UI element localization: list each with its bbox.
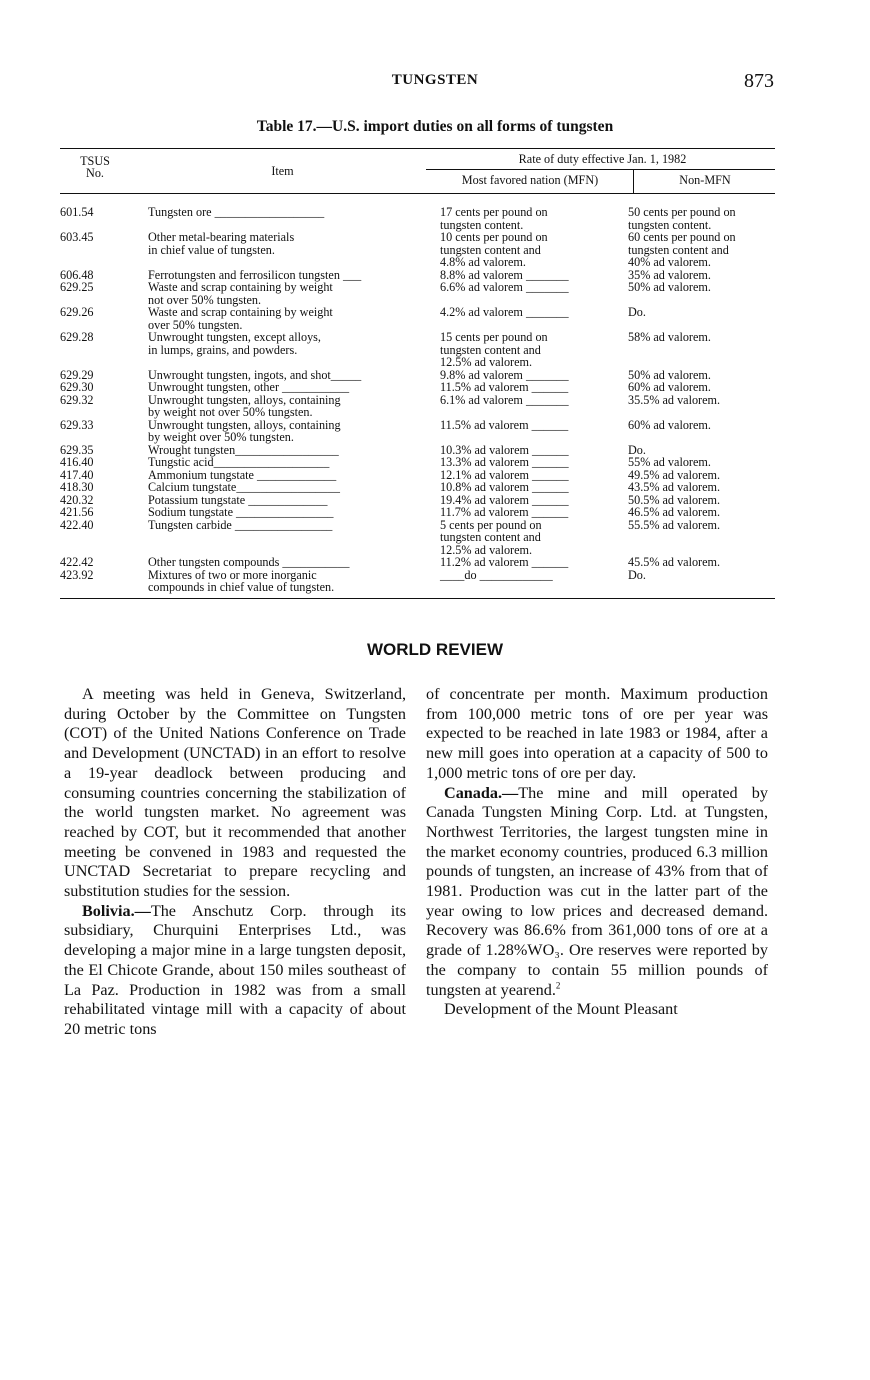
bolivia-text: The Anschutz Corp. through its subsidiary, Churquini Enterprises Ltd., was developing a major mine in a large tungsten deposit, the El Chicote Grande, about 150 miles southeast of La Paz. Production in 1982 was from a small rehabilitated vintage mill with a capacity of about 20 metric tons <box>64 901 406 1038</box>
table-row <box>60 231 775 269</box>
tsus-cell: 422.40 <box>60 517 94 532</box>
non-mfn-cell: 60% ad valorem. <box>628 380 711 394</box>
mfn-cell: 15 cents per pound on tungsten content and 12.5% ad valorem. <box>440 330 548 369</box>
table-row <box>60 394 775 419</box>
item-cell: Tungsten ore __________________ <box>148 205 325 219</box>
text-column-right <box>426 685 768 1020</box>
mfn-cell: 9.8% ad valorem _______ <box>440 367 569 382</box>
paragraph-bolivia <box>64 902 406 1040</box>
item-cell: Wrought tungsten_________________ <box>148 442 339 457</box>
header-item: Item <box>271 164 294 178</box>
item-cell: Unwrought tungsten, alloys, containing by weight not over 50% tungsten. <box>148 392 341 419</box>
item-cell: Unwrought tungsten, alloys, containing by weight over 50% tungsten. <box>148 417 341 444</box>
mfn-cell: 11.7% ad valorem ______ <box>440 505 569 519</box>
mfn-cell: 13.3% ad valorem ______ <box>440 455 569 469</box>
mfn-cell: 10.3% ad valorem ______ <box>440 442 569 457</box>
mfn-cell: 5 cents per pound on tungsten content and 12.5% ad valorem. <box>440 517 542 557</box>
item-cell: Other metal-bearing materials in chief value of tungsten. <box>148 230 295 257</box>
non-mfn-cell: 58% ad valorem. <box>628 330 711 344</box>
mfn-cell: 11.2% ad valorem ______ <box>440 555 569 569</box>
mfn-cell: 11.5% ad valorem ______ <box>440 380 569 394</box>
tsus-cell: 601.54 <box>60 205 94 219</box>
non-mfn-cell: 50% ad valorem. <box>628 367 711 382</box>
tsus-cell: 422.42 <box>60 555 94 569</box>
tsus-cell: 629.32 <box>60 392 94 407</box>
paragraph-unctad: A meeting was held in Geneva, Switzerland, during October by the Committee on Tungsten (COT) of the United Nations Conference on Trade and Development (UNCTAD) in an effort to resolve a 19-year deadlock between producing and consuming countries concerning the stabilization of the world tungsten market. No agreement was reached by COT, but it recommended that another meeting be convened in 1983 and requested the UNCTAD Secretariat to prepare recycling and substitution studies for the session. <box>64 685 406 901</box>
header-group-rule <box>426 169 775 170</box>
non-mfn-cell: 43.5% ad valorem. <box>628 480 721 494</box>
tsus-cell: 423.92 <box>60 567 94 582</box>
country-lead-bolivia: Bolivia.— <box>82 901 151 920</box>
footnote-ref: 2 <box>555 980 561 991</box>
header-non-mfn: Non-MFN <box>679 173 731 187</box>
non-mfn-cell: 45.5% ad valorem. <box>628 555 721 569</box>
tsus-cell: 629.29 <box>60 367 94 382</box>
non-mfn-cell: 60 cents per pound on tungsten content and 40% ad valorem. <box>628 230 736 269</box>
tsus-cell: 421.56 <box>60 505 94 519</box>
mfn-cell: 10.8% ad valorem ______ <box>440 480 569 494</box>
mfn-cell: 10 cents per pound on tungsten content and 4.8% ad valorem. <box>440 230 548 269</box>
tsus-cell: 420.32 <box>60 492 94 507</box>
non-mfn-cell: 50% ad valorem. <box>628 280 711 294</box>
country-lead-canada: Canada.— <box>444 783 519 802</box>
tsus-cell: 629.35 <box>60 442 94 457</box>
tsus-cell: 606.48 <box>60 267 94 282</box>
item-cell: Other tungsten compounds ___________ <box>148 555 350 569</box>
table-body <box>60 194 775 598</box>
non-mfn-cell: Do. <box>628 567 646 582</box>
tsus-cell: 629.30 <box>60 380 94 394</box>
table-caption: Table 17.—U.S. import duties on all forms of tungsten <box>256 118 614 135</box>
canada-text: The mine and mill operated by Canada Tungsten Mining Corp. Ltd. at Tungsten, Northwest Territories, the largest tungsten mine in the market economy countries, produced 6.3 million pounds of tungsten, an increase of 43% from that of 1981. Production was cut in the latter part of the year owing to low prices and decreased demand. Recovery was 86.6% from 361,000 tons of ore at a grade of 1.28%WO₃. Ore reserves were reported by the company to contain 55 million pounds of tungsten at yearend. <box>426 783 768 999</box>
table-row <box>60 206 775 231</box>
header-rate-group: Rate of duty effective Jan. 1, 1982 <box>518 152 687 166</box>
section-heading: WORLD REVIEW <box>367 640 503 659</box>
table-bottom-rule <box>60 598 775 599</box>
mfn-cell: 4.2% ad valorem _______ <box>440 305 569 319</box>
non-mfn-cell: 49.5% ad valorem. <box>628 467 721 482</box>
mfn-cell: 11.5% ad valorem ______ <box>440 417 569 432</box>
duty-table <box>60 148 775 599</box>
non-mfn-cell: 35% ad valorem. <box>628 267 711 282</box>
item-cell: Unwrought tungsten, ingots, and shot_____ <box>148 367 362 382</box>
table-row <box>60 569 775 594</box>
item-cell: Calcium tungstate_________________ <box>148 480 340 494</box>
item-cell: Waste and scrap containing by weight over 50% tungsten. <box>148 305 333 332</box>
table-row <box>60 281 775 306</box>
table-row <box>60 381 775 394</box>
tsus-cell: 629.28 <box>60 330 94 344</box>
paragraph-continued: of concentrate per month. Maximum production from 100,000 metric tons of ore per year was expected to be reached in late 1983 or 1984, after a new mill goes into operation at a capacity of 500 to 1,000 metric tons of ore per day. <box>426 685 768 782</box>
item-cell: Unwrought tungsten, other ___________ <box>148 380 350 394</box>
item-cell: Unwrought tungsten, except alloys, in lumps, grains, and powders. <box>148 330 321 357</box>
text-column-left <box>64 685 406 1040</box>
header-tsus-no: TSUS No. <box>80 154 110 180</box>
table-row <box>60 519 775 557</box>
tsus-cell: 418.30 <box>60 480 94 494</box>
table-row <box>60 556 775 569</box>
table-row <box>60 306 775 331</box>
mfn-cell: ____do ____________ <box>440 567 553 582</box>
mfn-cell: 6.1% ad valorem _______ <box>440 392 569 407</box>
item-cell: Potassium tungstate _____________ <box>148 492 328 507</box>
tsus-cell: 417.40 <box>60 467 94 482</box>
running-title: TUNGSTEN <box>391 72 479 88</box>
non-mfn-cell: 55.5% ad valorem. <box>628 517 721 532</box>
header-column-separator <box>633 169 634 193</box>
mfn-cell: 12.1% ad valorem ______ <box>440 467 569 482</box>
non-mfn-cell: 50 cents per pound on tungsten content. <box>628 205 736 232</box>
non-mfn-cell: 35.5% ad valorem. <box>628 392 721 407</box>
non-mfn-cell: Do. <box>628 442 646 457</box>
mfn-cell: 17 cents per pound on tungsten content. <box>440 205 548 232</box>
page-number: 873 <box>744 70 774 92</box>
item-cell: Sodium tungstate ________________ <box>148 505 334 519</box>
item-cell: Tungsten carbide ________________ <box>148 517 333 532</box>
non-mfn-cell: 46.5% ad valorem. <box>628 505 721 519</box>
table-row <box>60 331 775 369</box>
table-row <box>60 456 775 469</box>
non-mfn-cell: 55% ad valorem. <box>628 455 711 469</box>
item-cell: Ammonium tungstate _____________ <box>148 467 337 482</box>
mfn-cell: 19.4% ad valorem ______ <box>440 492 569 507</box>
table-row <box>60 419 775 444</box>
tsus-cell: 416.40 <box>60 455 94 469</box>
item-cell: Mixtures of two or more inorganic compounds in chief value of tungsten. <box>148 567 335 594</box>
table-header <box>60 149 775 193</box>
item-cell: Ferrotungsten and ferrosilicon tungsten ___ <box>148 267 362 282</box>
paragraph-mount-pleasant: Development of the Mount Pleasant <box>444 1000 678 1019</box>
non-mfn-cell: 60% ad valorem. <box>628 417 711 432</box>
paragraph-canada <box>426 784 768 1001</box>
header-mfn: Most favored nation (MFN) <box>461 173 599 187</box>
mfn-cell: 8.8% ad valorem _______ <box>440 267 569 282</box>
item-cell: Waste and scrap containing by weight not over 50% tungsten. <box>148 280 333 307</box>
table-row <box>60 506 775 519</box>
non-mfn-cell: 50.5% ad valorem. <box>628 492 721 507</box>
table-row <box>60 481 775 494</box>
tsus-cell: 629.25 <box>60 280 94 294</box>
tsus-cell: 629.33 <box>60 417 94 432</box>
mfn-cell: 6.6% ad valorem _______ <box>440 280 569 294</box>
tsus-cell: 603.45 <box>60 230 94 244</box>
item-cell: Tungstic acid___________________ <box>148 455 330 469</box>
non-mfn-cell: Do. <box>628 305 646 319</box>
tsus-cell: 629.26 <box>60 305 94 319</box>
